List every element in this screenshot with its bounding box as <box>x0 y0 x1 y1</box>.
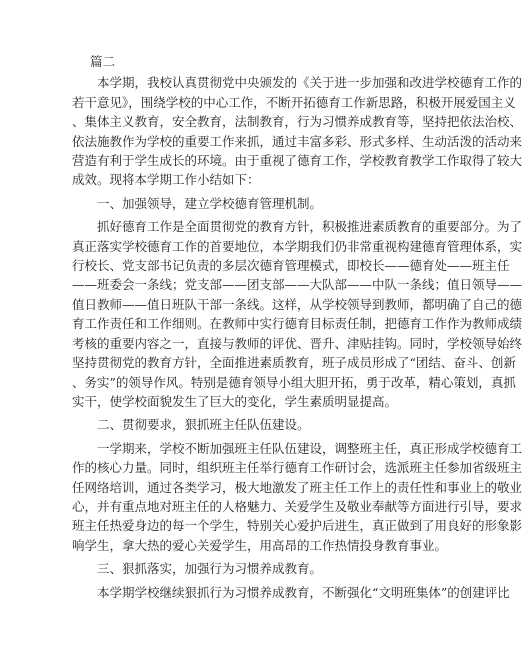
text-line: 响学生，拿大热的爱心关爱学生，用高昂的工作热情投身教育事业。 <box>72 537 448 553</box>
section-title <box>72 559 432 578</box>
text-line: 成效。现将本学期工作小结如下： <box>72 172 260 188</box>
paragraph <box>72 217 522 411</box>
text-line: 、务实”的领导作风。特别是德育领导小组大胆开拓，勇于改革，精心策划，真抓 <box>72 374 516 390</box>
document-body <box>72 52 522 604</box>
text-line: 任网络培训，通过各类学习，极大地激发了班主任工作上的责任性和事业上的敬业 <box>72 479 522 495</box>
text-line: 考核的重要内容之一，直接与教师的评优、晋升、津贴挂钩。同时，学校领导始终 <box>72 335 522 351</box>
paragraph <box>72 439 522 555</box>
text-line: 真正落实学校德育工作的首要地位，本学期我们仍非常重视构建德育管理体系，实 <box>72 238 522 254</box>
text-line: 作的核心力量。同时，组织班主任举行德育工作研讨会，选派班主任参加省级班主 <box>72 460 522 476</box>
text-line: 坚持贯彻党的教育方针，全面推进素质教育，班子成员形成了“团结、奋斗、创新 <box>72 355 516 371</box>
text-line: ——班委会一条线；党支部——团支部——大队部——中队一条线；值日领导—— <box>72 277 522 293</box>
paragraph <box>72 583 510 602</box>
text-line: 值日教师——值日班队干部一条线。这样，从学校领导到教师，都明确了自己的德 <box>72 296 522 312</box>
text-line: 育工作责任和工作细则。在教师中实行德育目标责任制，把德育工作作为教师成绩 <box>72 316 522 332</box>
text-line: 本学期，我校认真贯彻党中央颁发的《关于进一步加强和改进学校德育工作的 <box>72 75 522 91</box>
section-title <box>72 194 432 213</box>
text-line: 一、加强领导，建立学校德育管理机制。 <box>72 195 323 211</box>
text-line: 本学期学校继续狠抓行为习惯养成教育，不断强化“文明班集体”的创建评比 <box>72 584 510 600</box>
text-line: 班主任热爱身边的每一个学生，特别关心爱护后进生，真正做到了用良好的形象影 <box>72 518 522 534</box>
text-line: 营造有利于学生成长的环境。由于重视了德育工作，学校教育教学工作取得了较大 <box>72 153 522 169</box>
text-line: 一学期来，学校不断加强班主任队伍建设，调整班主任，真正形成学校德育工 <box>72 440 522 456</box>
text-line: 若干意见》，围绕学校的中心工作，不断开拓德育工作新思路，积极开展爱国主义 <box>72 94 516 110</box>
paragraph <box>72 73 522 189</box>
text-line: 行校长、党支部书记负责的多层次德育管理模式，即校长——德育处——班主任 <box>72 258 510 274</box>
text-line: 、集体主义教育，安全教育，法制教育，行为习惯养成教育等，坚持把依法治校、 <box>72 114 522 130</box>
text-line: 心，并有重点地对班主任的人格魅力、关爱学生及敬业奉献等方面进行引导，要求 <box>72 498 522 514</box>
text-line: 依法施教作为学校的重要工作来抓，通过丰富多彩、形式多样、生动活泼的活动来 <box>72 133 522 149</box>
text-line: 抓好德育工作是全面贯彻党的教育方针，积极推进素质教育的重要部分。为了 <box>72 219 522 235</box>
section-heading: 篇二 <box>90 54 116 69</box>
document-flow <box>72 73 522 602</box>
text-line: 实干，使学校面貌发生了巨大的变化，学生素质明显提高。 <box>72 393 398 409</box>
text-line: 二、贯彻要求，狠抓班主任队伍建设。 <box>72 417 310 433</box>
text-line: 三、狠抓落实，加强行为习惯养成教育。 <box>72 561 323 577</box>
section-title <box>72 415 432 434</box>
